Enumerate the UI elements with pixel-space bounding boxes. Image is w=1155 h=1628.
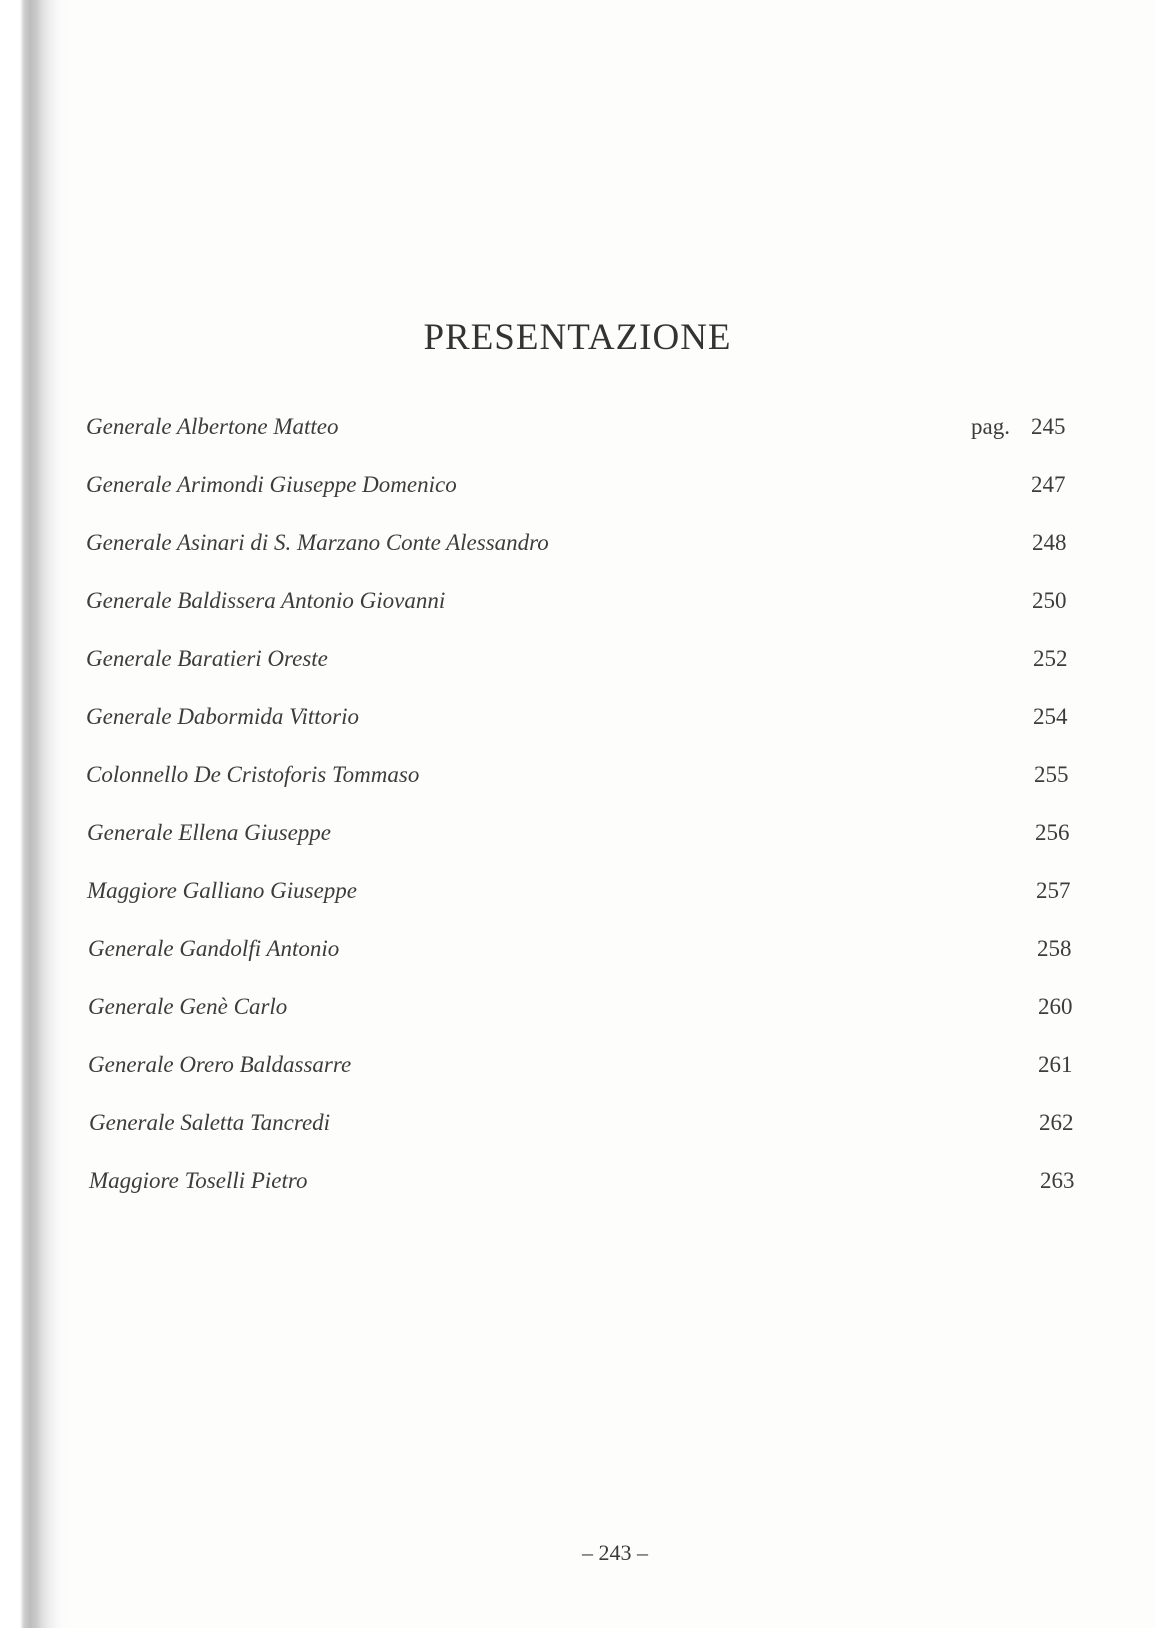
entry-name: Generale Genè Carlo xyxy=(88,994,288,1019)
entry-name: Generale Gandolfi Antonio xyxy=(88,936,340,961)
entry-page-number: 248 xyxy=(1032,530,1067,555)
entry-name: Maggiore Galliano Giuseppe xyxy=(87,878,358,903)
entry-page-number: 245 xyxy=(1031,414,1066,439)
entry-name: Colonnello De Cristoforis Tommaso xyxy=(86,762,420,787)
entry-page-number: 258 xyxy=(1037,936,1072,961)
entry-name: Generale Arimondi Giuseppe Domenico xyxy=(86,472,457,497)
toc-entry xyxy=(88,990,1073,1024)
entry-page-number: 252 xyxy=(1033,646,1068,671)
entry-name: Generale Saletta Tancredi xyxy=(89,1110,331,1135)
entry-name: Generale Baratieri Oreste xyxy=(86,646,328,671)
entry-page-number: 263 xyxy=(1040,1168,1075,1193)
entry-name: Generale Orero Baldassarre xyxy=(88,1052,352,1077)
toc-entry xyxy=(87,816,1072,850)
toc-entry xyxy=(89,1164,1074,1198)
entry-page-number: 247 xyxy=(1031,472,1066,497)
toc-entry xyxy=(89,1106,1074,1140)
entry-page-number: 255 xyxy=(1034,762,1069,787)
toc-entry xyxy=(86,584,1071,618)
toc-entry xyxy=(86,700,1071,734)
toc-entry xyxy=(88,1048,1073,1082)
entry-page-number: 250 xyxy=(1032,588,1067,613)
toc-entry xyxy=(86,468,1071,502)
entry-page-number: 256 xyxy=(1035,820,1070,845)
entry-name: Generale Ellena Giuseppe xyxy=(87,820,331,845)
pag-label: pag. xyxy=(971,414,1010,439)
entry-name: Generale Asinari di S. Marzano Conte Alessandro xyxy=(86,530,549,555)
entry-name: Maggiore Toselli Pietro xyxy=(89,1168,308,1193)
toc-entry xyxy=(88,932,1073,966)
entry-page-number: 260 xyxy=(1038,994,1073,1019)
entry-page-number: 262 xyxy=(1039,1110,1074,1135)
entry-name: Generale Dabormida Vittorio xyxy=(86,704,359,729)
entry-name: Generale Albertone Matteo xyxy=(86,414,339,439)
toc-entry xyxy=(86,410,1071,444)
toc-entry xyxy=(87,874,1072,908)
entry-name: Generale Baldissera Antonio Giovanni xyxy=(86,588,446,613)
page-title: PRESENTAZIONE xyxy=(423,317,732,358)
entry-page-number: 261 xyxy=(1038,1052,1073,1077)
entry-page-number: 254 xyxy=(1033,704,1068,729)
toc-entry xyxy=(86,758,1071,792)
page-number: – 243 – xyxy=(582,1540,648,1565)
entry-page-number: 257 xyxy=(1036,878,1071,903)
toc-entry xyxy=(86,642,1071,676)
toc-entry xyxy=(86,526,1071,560)
